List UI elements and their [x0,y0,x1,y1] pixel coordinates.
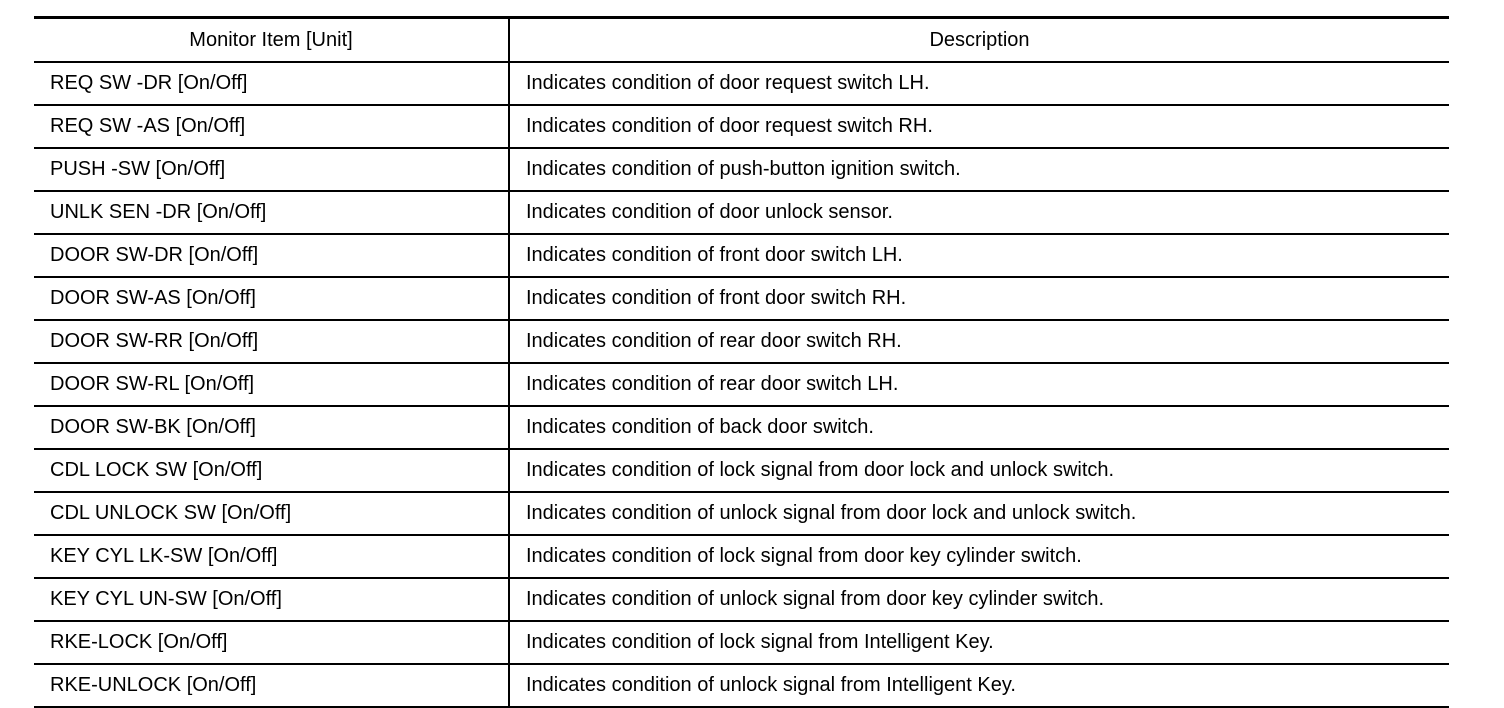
description-cell: Indicates condition of door unlock sensor. [509,191,1449,234]
monitor-item-cell: PUSH -SW [On/Off] [34,148,509,191]
table-row [34,492,1449,535]
header-monitor-item: Monitor Item [Unit] [34,18,509,63]
description-cell: Indicates condition of door request switch RH. [509,105,1449,148]
table-row [34,320,1449,363]
monitor-item-cell: RKE-LOCK [On/Off] [34,621,509,664]
table-row [34,621,1449,664]
monitor-item-cell: CDL UNLOCK SW [On/Off] [34,492,509,535]
header-description: Description [509,18,1449,63]
monitor-item-cell: RKE-UNLOCK [On/Off] [34,664,509,707]
description-cell: Indicates condition of lock signal from door lock and unlock switch. [509,449,1449,492]
monitor-item-table [34,16,1449,708]
monitor-item-cell: DOOR SW-RR [On/Off] [34,320,509,363]
description-cell: Indicates condition of push-button ignition switch. [509,148,1449,191]
monitor-item-cell: CDL LOCK SW [On/Off] [34,449,509,492]
table-row [34,234,1449,277]
table-row [34,62,1449,105]
monitor-item-cell: UNLK SEN -DR [On/Off] [34,191,509,234]
monitor-item-cell: DOOR SW-DR [On/Off] [34,234,509,277]
table-row [34,191,1449,234]
monitor-item-cell: KEY CYL UN-SW [On/Off] [34,578,509,621]
description-cell: Indicates condition of unlock signal from door key cylinder switch. [509,578,1449,621]
table-row [34,105,1449,148]
table-row [34,406,1449,449]
description-cell: Indicates condition of lock signal from door key cylinder switch. [509,535,1449,578]
table-row [34,578,1449,621]
description-cell: Indicates condition of front door switch LH. [509,234,1449,277]
description-cell: Indicates condition of unlock signal from Intelligent Key. [509,664,1449,707]
monitor-item-cell: REQ SW -DR [On/Off] [34,62,509,105]
monitor-item-cell: REQ SW -AS [On/Off] [34,105,509,148]
description-cell: Indicates condition of lock signal from Intelligent Key. [509,621,1449,664]
table-row [34,277,1449,320]
table-body [34,62,1449,707]
description-cell: Indicates condition of door request switch LH. [509,62,1449,105]
description-cell: Indicates condition of unlock signal from door lock and unlock switch. [509,492,1449,535]
description-cell: Indicates condition of back door switch. [509,406,1449,449]
table-row [34,664,1449,707]
monitor-item-cell: DOOR SW-RL [On/Off] [34,363,509,406]
table-row [34,148,1449,191]
table-row [34,535,1449,578]
monitor-item-cell: KEY CYL LK-SW [On/Off] [34,535,509,578]
description-cell: Indicates condition of rear door switch LH. [509,363,1449,406]
monitor-item-cell: DOOR SW-BK [On/Off] [34,406,509,449]
table-row [34,363,1449,406]
monitor-item-cell: DOOR SW-AS [On/Off] [34,277,509,320]
table-row [34,449,1449,492]
description-cell: Indicates condition of rear door switch RH. [509,320,1449,363]
table-header-row [34,18,1449,63]
description-cell: Indicates condition of front door switch RH. [509,277,1449,320]
monitor-item-table-container [34,16,1449,708]
